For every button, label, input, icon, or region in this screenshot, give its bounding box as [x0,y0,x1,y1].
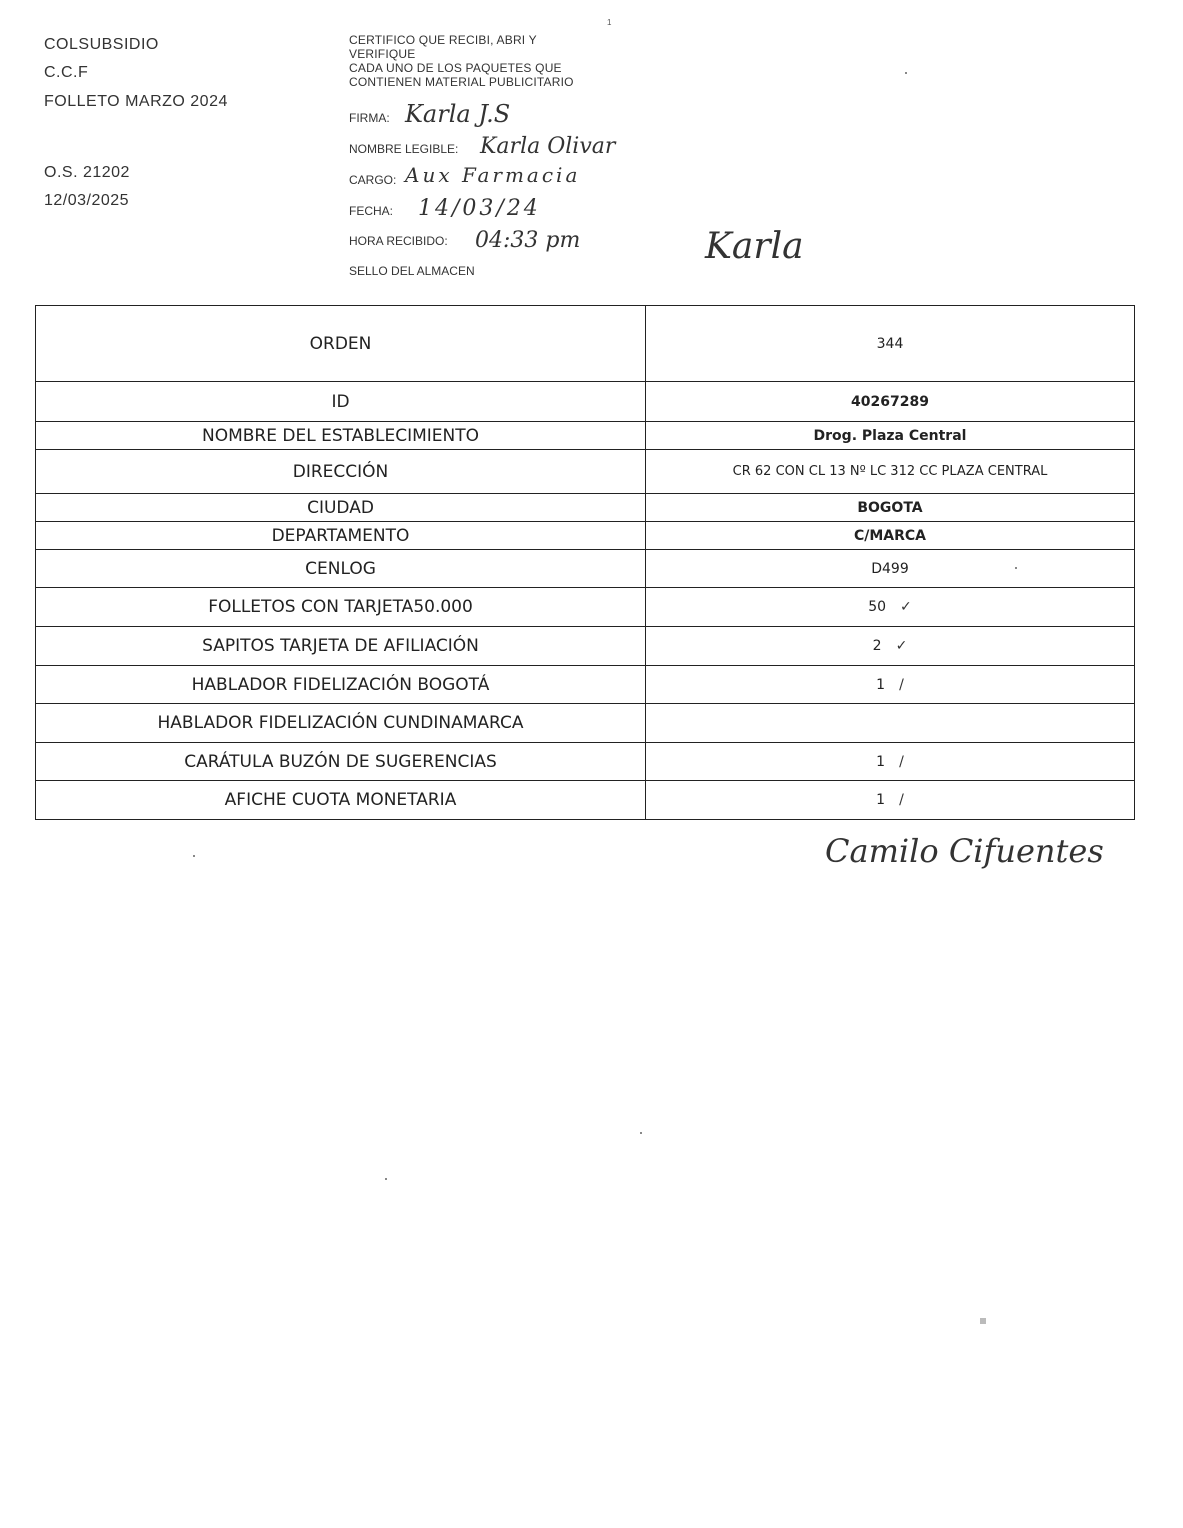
fecha-label: FECHA: [349,204,394,218]
row-value [646,382,1135,422]
row-value [646,588,1135,627]
row-label: FOLLETOS CON TARJETA50.000 [36,588,646,627]
row-label: NOMBRE DEL ESTABLECIMIENTO [36,422,646,450]
stamp-signature: Karla [705,226,804,267]
value-text: 1 [876,753,886,770]
row-label: DIRECCIÓN [36,450,646,494]
campaign-title: FOLLETO MARZO 2024 [44,93,228,110]
row-label: HABLADOR FIDELIZACIÓN CUNDINAMARCA [36,704,646,743]
check-mark-icon: ✓ [900,599,912,615]
table-row [36,743,1135,781]
value-text: 1 [876,792,886,808]
row-value [646,550,1135,588]
check-mark-icon: / [899,676,904,693]
table-row [36,494,1135,522]
table-row [36,704,1135,743]
table-row [36,588,1135,627]
handwritten-hora: 04:33 pm [475,228,581,253]
row-label: SAPITOS TARJETA DE AFILIACIÓN [36,627,646,666]
table-row [36,666,1135,704]
scan-speck [385,1178,387,1180]
certificate-line: CADA UNO DE LOS PAQUETES QUE [349,61,562,75]
row-value [646,450,1135,494]
hora-label: HORA RECIBIDO: [349,234,448,248]
value-text: 1 [876,676,886,693]
footer-signature: Camilo Cifuentes [825,832,1104,870]
check-mark-icon: / [899,753,904,770]
table-row [36,781,1135,820]
firma-label: FIRMA: [349,111,390,125]
org-name: COLSUBSIDIO [44,36,159,53]
row-value [646,422,1135,450]
handwritten-fecha: 14/03/24 [418,196,541,221]
scan-speck [640,1132,642,1134]
row-value [646,306,1135,382]
row-label: ORDEN [36,306,646,382]
row-value [646,627,1135,666]
table-row [36,450,1135,494]
org-code: C.C.F [44,64,89,81]
row-value [646,781,1135,820]
scan-speck [905,72,907,74]
value-text: 50 [868,599,887,615]
value-text: 344 [876,335,904,352]
scan-speck [980,1318,986,1324]
value-text: CR 62 CON CL 13 Nº LC 312 CC PLAZA CENTRAL [732,464,1048,479]
check-mark-icon: / [899,792,904,808]
table-row [36,306,1135,382]
page-mark: 1 [607,18,612,27]
row-value [646,494,1135,522]
row-value [646,743,1135,781]
nombre-label: NOMBRE LEGIBLE: [349,142,459,156]
row-label: CENLOG [36,550,646,588]
table-row [36,422,1135,450]
handwritten-firma: Karla J.S [405,100,511,128]
value-text: Drog. Plaza Central [813,427,967,444]
handwritten-cargo: Aux Farmacia [405,163,581,187]
scan-speck [1015,567,1017,569]
row-value [646,666,1135,704]
value-text: C/MARCA [853,527,927,544]
certificate-line: VERIFIQUE [349,47,416,61]
handwritten-nombre: Karla Olivar [480,134,616,159]
row-label: DEPARTAMENTO [36,522,646,550]
row-label: CARÁTULA BUZÓN DE SUGERENCIAS [36,743,646,781]
delivery-table [35,305,1135,820]
cargo-label: CARGO: [349,173,397,187]
row-value [646,522,1135,550]
service-order: O.S. 21202 [44,164,130,181]
row-label: AFICHE CUOTA MONETARIA [36,781,646,820]
table-row [36,382,1135,422]
value-text: 40267289 [851,393,929,410]
row-value [646,704,1135,743]
certificate-line: CONTIENEN MATERIAL PUBLICITARIO [349,75,574,89]
row-label: CIUDAD [36,494,646,522]
sello-label: SELLO DEL ALMACEN [349,264,475,278]
header-date: 12/03/2025 [44,192,130,209]
check-mark-icon: ✓ [895,638,908,654]
table-row [36,550,1135,588]
certificate-line: CERTIFICO QUE RECIBI, ABRI Y [349,33,537,47]
value-text: 2 [872,638,882,654]
table-row [36,627,1135,666]
row-label: HABLADOR FIDELIZACIÓN BOGOTÁ [36,666,646,704]
value-text: D499 [871,560,909,577]
value-text: BOGOTA [857,499,923,516]
row-label: ID [36,382,646,422]
scan-speck [193,855,195,857]
certificate-text [349,33,574,89]
table-row [36,522,1135,550]
